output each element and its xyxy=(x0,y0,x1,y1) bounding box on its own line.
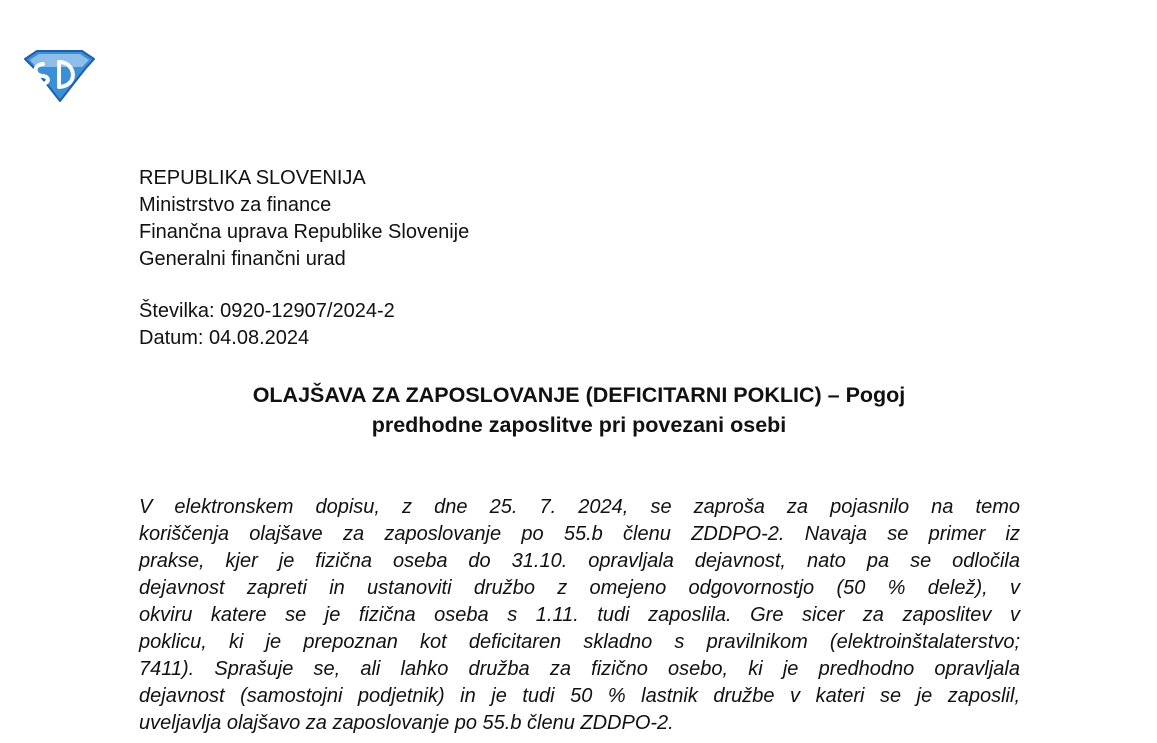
issuer-administration: Finančna uprava Republike Slovenije xyxy=(139,221,470,243)
issuer-republic: REPUBLIKA SLOVENIJA xyxy=(139,167,366,189)
title-line-1: OLAJŠAVA ZA ZAPOSLOVANJE (DEFICITARNI POKLIC) – Pogoj xyxy=(252,383,906,407)
issuer-ministry: Ministrstvo za finance xyxy=(139,194,332,216)
fiscal-shield-logo xyxy=(22,48,96,104)
body-line: dejavnost (samostojni podjetnik) in je tudi 50 % lastnik družbe v kateri se je zaposlil, xyxy=(139,685,1020,707)
document-date: Datum: 04.08.2024 xyxy=(139,327,310,349)
body-line: uveljavlja olajšavo za zaposlovanje po 55.b členu ZDDPO-2. xyxy=(139,712,674,734)
title-line-2: predhodne zaposlitve pri povezani osebi xyxy=(371,413,787,437)
body-line: dejavnost zapreti in ustanoviti družbo z omejeno odgovornostjo (50 % delež), v xyxy=(139,577,1020,599)
document-title xyxy=(139,380,1019,440)
body-line: prakse, kjer je fizična oseba do 31.10. opravljala dejavnost, nato pa se odločila xyxy=(139,550,1020,572)
body-paragraph xyxy=(139,494,1020,737)
svg-text:SD: SD xyxy=(22,48,24,49)
body-line: okviru katere se je fizična oseba s 1.11. tudi zaposlila. Gre sicer za zaposlitev v xyxy=(139,604,1020,626)
body-line: V elektronskem dopisu, z dne 25. 7. 2024, se zaproša za pojasnilo na temo xyxy=(139,496,1020,518)
issuer-block xyxy=(139,165,469,273)
issuer-office: Generalni finančni urad xyxy=(139,248,346,270)
body-line: poklicu, ki je prepoznan kot deficitaren skladno s pravilnikom (elektroinštalaterstvo; xyxy=(139,631,1020,653)
document-meta xyxy=(139,298,395,352)
body-line: 7411). Sprašuje se, ali lahko družba za fizično osebo, ki je predhodno opravljala xyxy=(139,658,1020,680)
shield-icon xyxy=(22,48,96,104)
document-number: Številka: 0920-12907/2024-2 xyxy=(139,300,395,322)
body-line: koriščenja olajšave za zaposlovanje po 55.b členu ZDDPO-2. Navaja se primer iz xyxy=(139,523,1020,545)
